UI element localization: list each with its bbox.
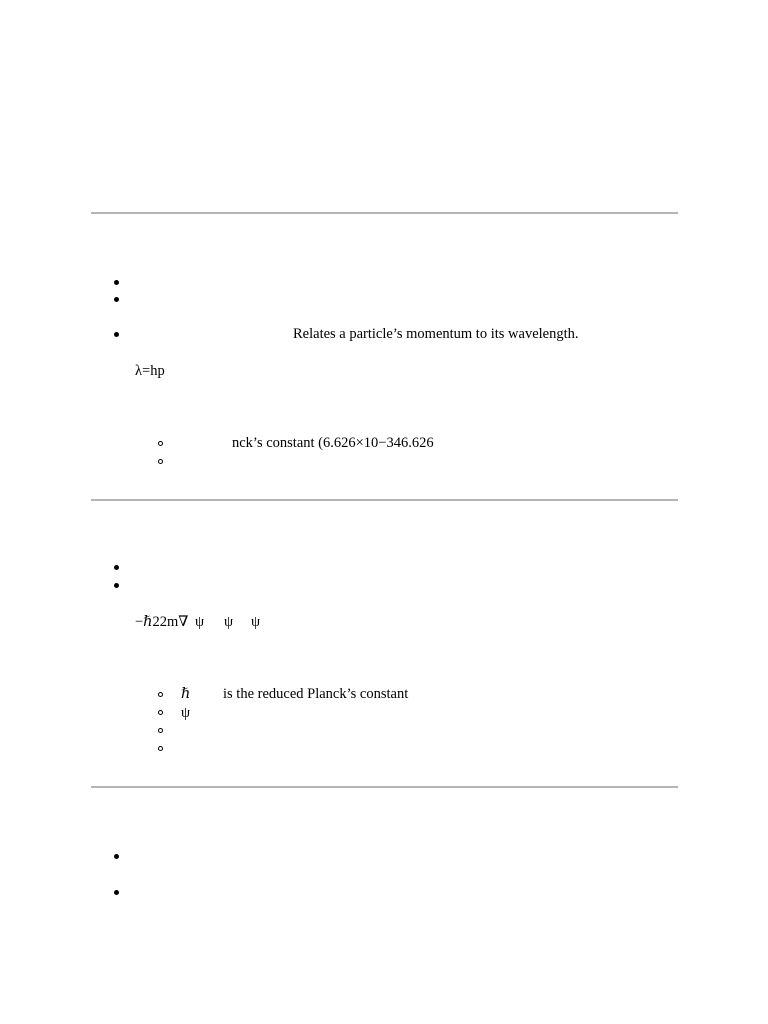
- sub-bullet: [158, 459, 163, 464]
- sub-bullet: [158, 441, 163, 446]
- sub-item-text: is the reduced Planck’s constant: [223, 686, 409, 702]
- equation-psi: ψ: [224, 614, 234, 630]
- bullet: [114, 890, 119, 895]
- bullet: [114, 854, 119, 859]
- section-divider: [91, 786, 678, 788]
- sub-item-text: nck’s constant (6.626×10−346.626: [232, 435, 434, 451]
- sub-item-symbol: ψ: [181, 705, 191, 721]
- sub-bullet: [158, 710, 163, 715]
- bullet: [114, 332, 119, 337]
- equation-lhs: −ℏ22m∇: [135, 614, 189, 630]
- section-divider: [91, 212, 678, 214]
- bullet: [114, 280, 119, 285]
- sub-bullet: [158, 746, 163, 751]
- equation-psi: ψ: [195, 614, 205, 630]
- bullet: [114, 297, 119, 302]
- bullet: [114, 583, 119, 588]
- sub-bullet: [158, 692, 163, 697]
- sub-item-symbol: ℏ: [181, 686, 191, 702]
- sub-bullet: [158, 728, 163, 733]
- equation-psi: ψ: [251, 614, 261, 630]
- section-divider: [91, 499, 678, 501]
- bullet: [114, 565, 119, 570]
- list-item-text: Relates a particle’s momentum to its wavelength.: [293, 326, 579, 342]
- equation-wavelength: λ=hp: [135, 363, 165, 379]
